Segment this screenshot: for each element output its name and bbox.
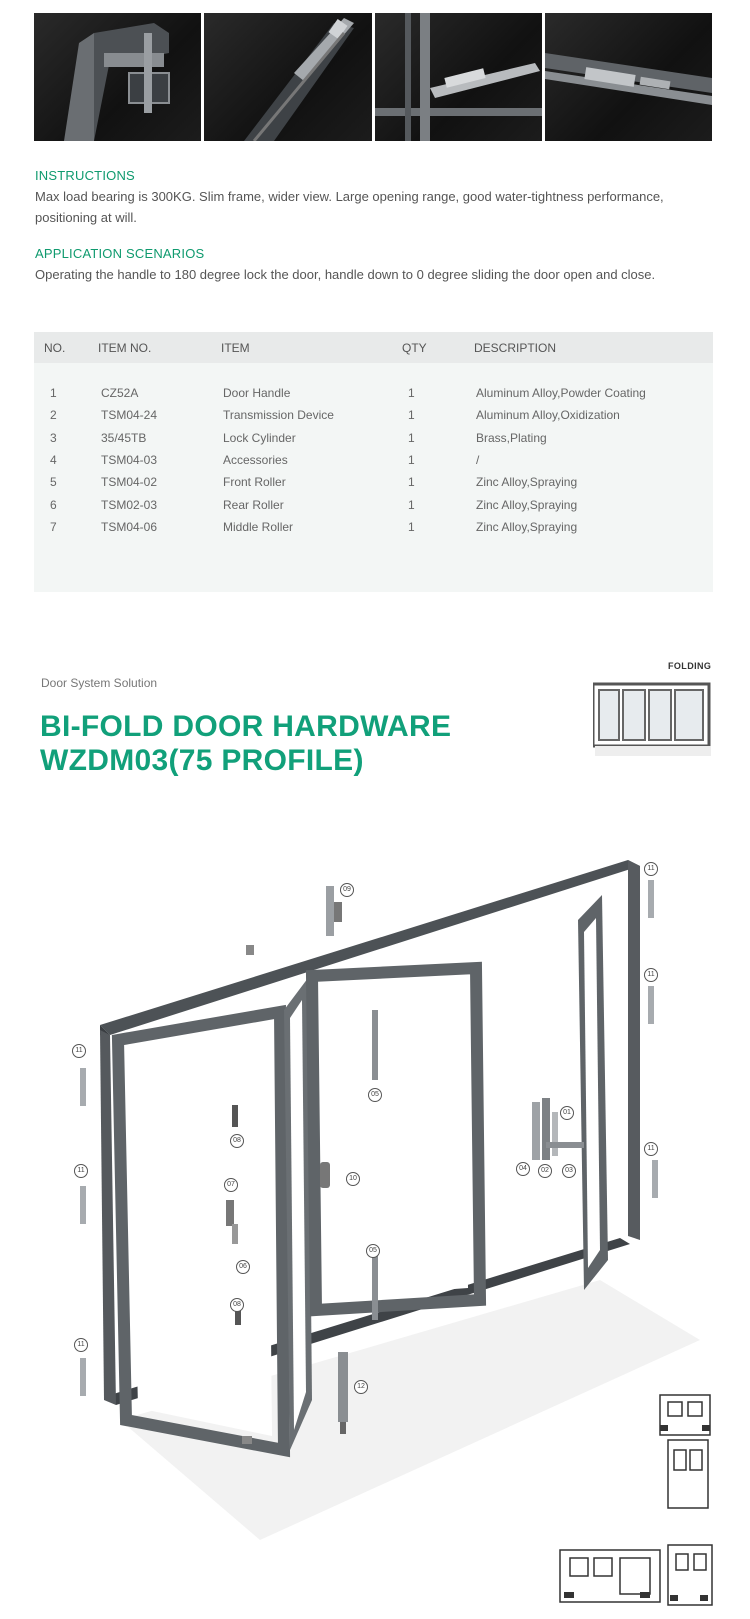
callout-11-f: 11 (74, 1338, 88, 1352)
cell-item: Accessories (223, 452, 288, 467)
page-title-line2: WZDM03(75 PROFILE) (40, 744, 364, 777)
photo-strip (34, 13, 712, 141)
header-no: NO. (44, 341, 66, 355)
header-qty: QTY (402, 341, 427, 355)
cell-description: Zinc Alloy,Spraying (476, 475, 578, 490)
callout-10: 10 (346, 1172, 360, 1186)
callout-02: 02 (538, 1164, 552, 1178)
cell-no: 5 (50, 475, 57, 490)
cell-no: 3 (50, 430, 57, 445)
callout-04: 04 (516, 1162, 530, 1176)
handle-closeup-photo (204, 13, 371, 141)
callout-11-e: 11 (74, 1164, 88, 1178)
cell-description: / (476, 452, 480, 467)
folding-label: FOLDING (668, 661, 712, 671)
callout-06: 06 (236, 1260, 250, 1274)
middle-handle-icon (320, 1162, 330, 1188)
cell-description: Aluminum Alloy,Powder Coating (476, 386, 646, 400)
callout-11-b: 11 (644, 968, 658, 982)
cell-item: Transmission Device (223, 408, 334, 423)
callout-01: 01 (560, 1106, 574, 1120)
application-title: APPLICATION SCENARIOS (35, 246, 205, 261)
parts-table (34, 332, 713, 592)
callout-08-b: 08 (230, 1298, 244, 1312)
header-item-no: ITEM NO. (98, 341, 152, 355)
cell-no: 4 (50, 452, 57, 467)
table-row (34, 383, 713, 405)
table-row (34, 428, 713, 450)
cell-qty: 1 (408, 497, 415, 512)
cell-item-no: 35/45TB (101, 430, 147, 445)
cell-no: 7 (50, 519, 57, 534)
callout-11-d: 11 (72, 1044, 86, 1058)
callout-07: 07 (224, 1178, 238, 1192)
instructions-body: Max load bearing is 300KG. Slim frame, wider view. Large opening range, good water-tightness performance, positioning at will. (35, 189, 664, 225)
header-description: DESCRIPTION (474, 341, 557, 355)
page-subtitle: Door System Solution (41, 676, 158, 690)
cell-item: Lock Cylinder (223, 430, 296, 445)
callout-11-c: 11 (644, 1142, 658, 1156)
cell-item-no: TSM02-03 (101, 497, 158, 512)
table-row (34, 517, 713, 539)
cell-item: Door Handle (223, 386, 291, 400)
cell-qty: 1 (408, 430, 415, 445)
folding-door-thumbnail (593, 680, 713, 765)
cell-description: Aluminum Alloy,Oxidization (476, 408, 620, 423)
instructions-title: INSTRUCTIONS (35, 168, 135, 183)
cell-description: Zinc Alloy,Spraying (476, 497, 578, 512)
cell-qty: 1 (408, 408, 415, 423)
page-title-line1: BI-FOLD DOOR HARDWARE (40, 710, 452, 743)
cell-description: Brass,Plating (476, 430, 547, 445)
cell-item-no: TSM04-24 (101, 408, 158, 423)
cell-no: 1 (50, 386, 57, 400)
cell-description: Zinc Alloy,Spraying (476, 519, 578, 534)
frame-corner-photo (375, 13, 542, 141)
cell-item: Front Roller (223, 475, 286, 490)
cell-item-no: CZ52A (101, 386, 139, 400)
cell-no: 6 (50, 497, 57, 512)
page-title (40, 710, 451, 778)
cell-qty: 1 (408, 452, 415, 467)
table-header (34, 332, 713, 363)
cell-qty: 1 (408, 519, 415, 534)
cell-qty: 1 (408, 386, 415, 400)
application-body: Operating the handle to 180 degree lock the door, handle down to 0 degree sliding the door open and close. (35, 267, 656, 282)
callout-11-a: 11 (644, 862, 658, 876)
callout-09: 09 (340, 883, 354, 897)
cell-item: Middle Roller (223, 519, 294, 534)
table-row (34, 472, 713, 494)
cell-item: Rear Roller (223, 497, 284, 512)
callout-03: 03 (562, 1164, 576, 1178)
cell-qty: 1 (408, 475, 415, 490)
cell-item-no: TSM04-03 (101, 452, 158, 467)
hardware-rail-photo (545, 13, 712, 141)
callout-12: 12 (354, 1380, 368, 1394)
table-row (34, 495, 713, 517)
cell-item-no: TSM04-02 (101, 475, 158, 490)
callout-05-a: 05 (368, 1088, 382, 1102)
callout-05-b: 05 (366, 1244, 380, 1258)
table-row (34, 450, 713, 472)
header-item: ITEM (221, 341, 250, 355)
cell-item-no: TSM04-06 (101, 519, 158, 534)
profile-section-photo (34, 13, 201, 141)
bifold-door-diagram (0, 840, 750, 1619)
table-row (34, 405, 713, 427)
callout-08-a: 08 (230, 1134, 244, 1148)
cell-no: 2 (50, 408, 57, 423)
